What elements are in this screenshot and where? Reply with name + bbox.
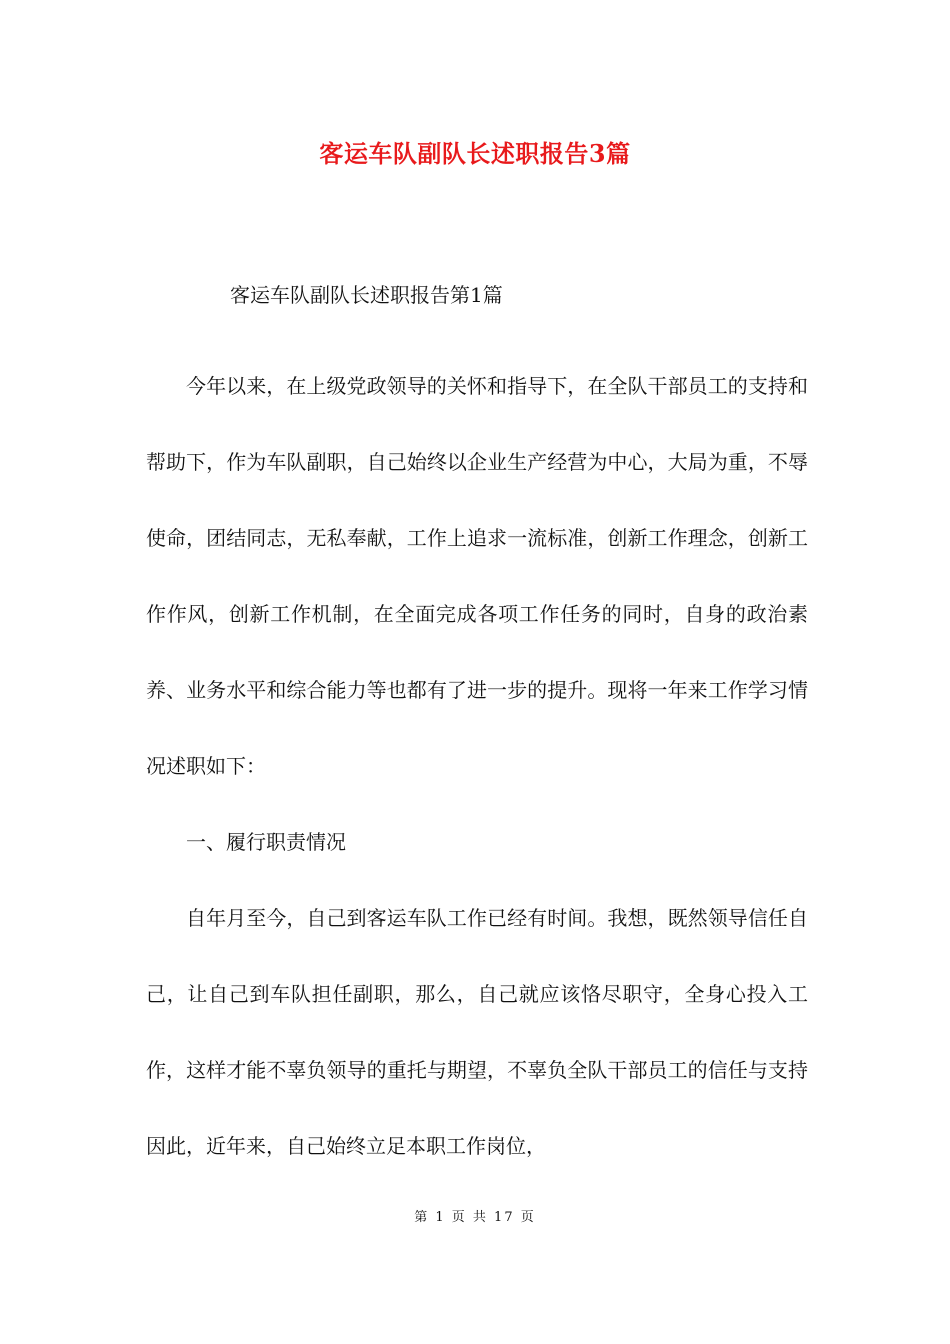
document-title: 客运车队副队长述职报告3篇 [319,139,631,168]
paragraph-intro: 今年以来，在上级党政领导的关怀和指导下，在全队干部员工的支持和帮助下，作为车队副职，自己始终以企业生产经营为中心，大局为重，不辱使命，团结同志，无私奉献，工作上追求一流标准，创新工作理念，创新工作作风，创新工作机制，在全面完成各项工作任务的同时，自身的政治素养、业务水平和综合能力等也都有了进一步的提升。现将一年来工作学习情况述职如下： [146,374,808,778]
document-body [146,348,808,1184]
section-subtitle: 客运车队副队长述职报告第1篇 [230,283,503,307]
section-heading: 一、履行职责情况 [186,830,346,854]
page-footer: 第 1 页 共 17 页 [414,1210,536,1225]
paragraph-duties: 自年月至今，自己到客运车队工作已经有时间。我想，既然领导信任自己，让自己到车队担任副职，那么，自己就应该恪尽职守，全身心投入工作，这样才能不辜负领导的重托与期望，不辜负全队干部员工的信任与支持因此，近年来，自己始终立足本职工作岗位， [146,906,808,1158]
